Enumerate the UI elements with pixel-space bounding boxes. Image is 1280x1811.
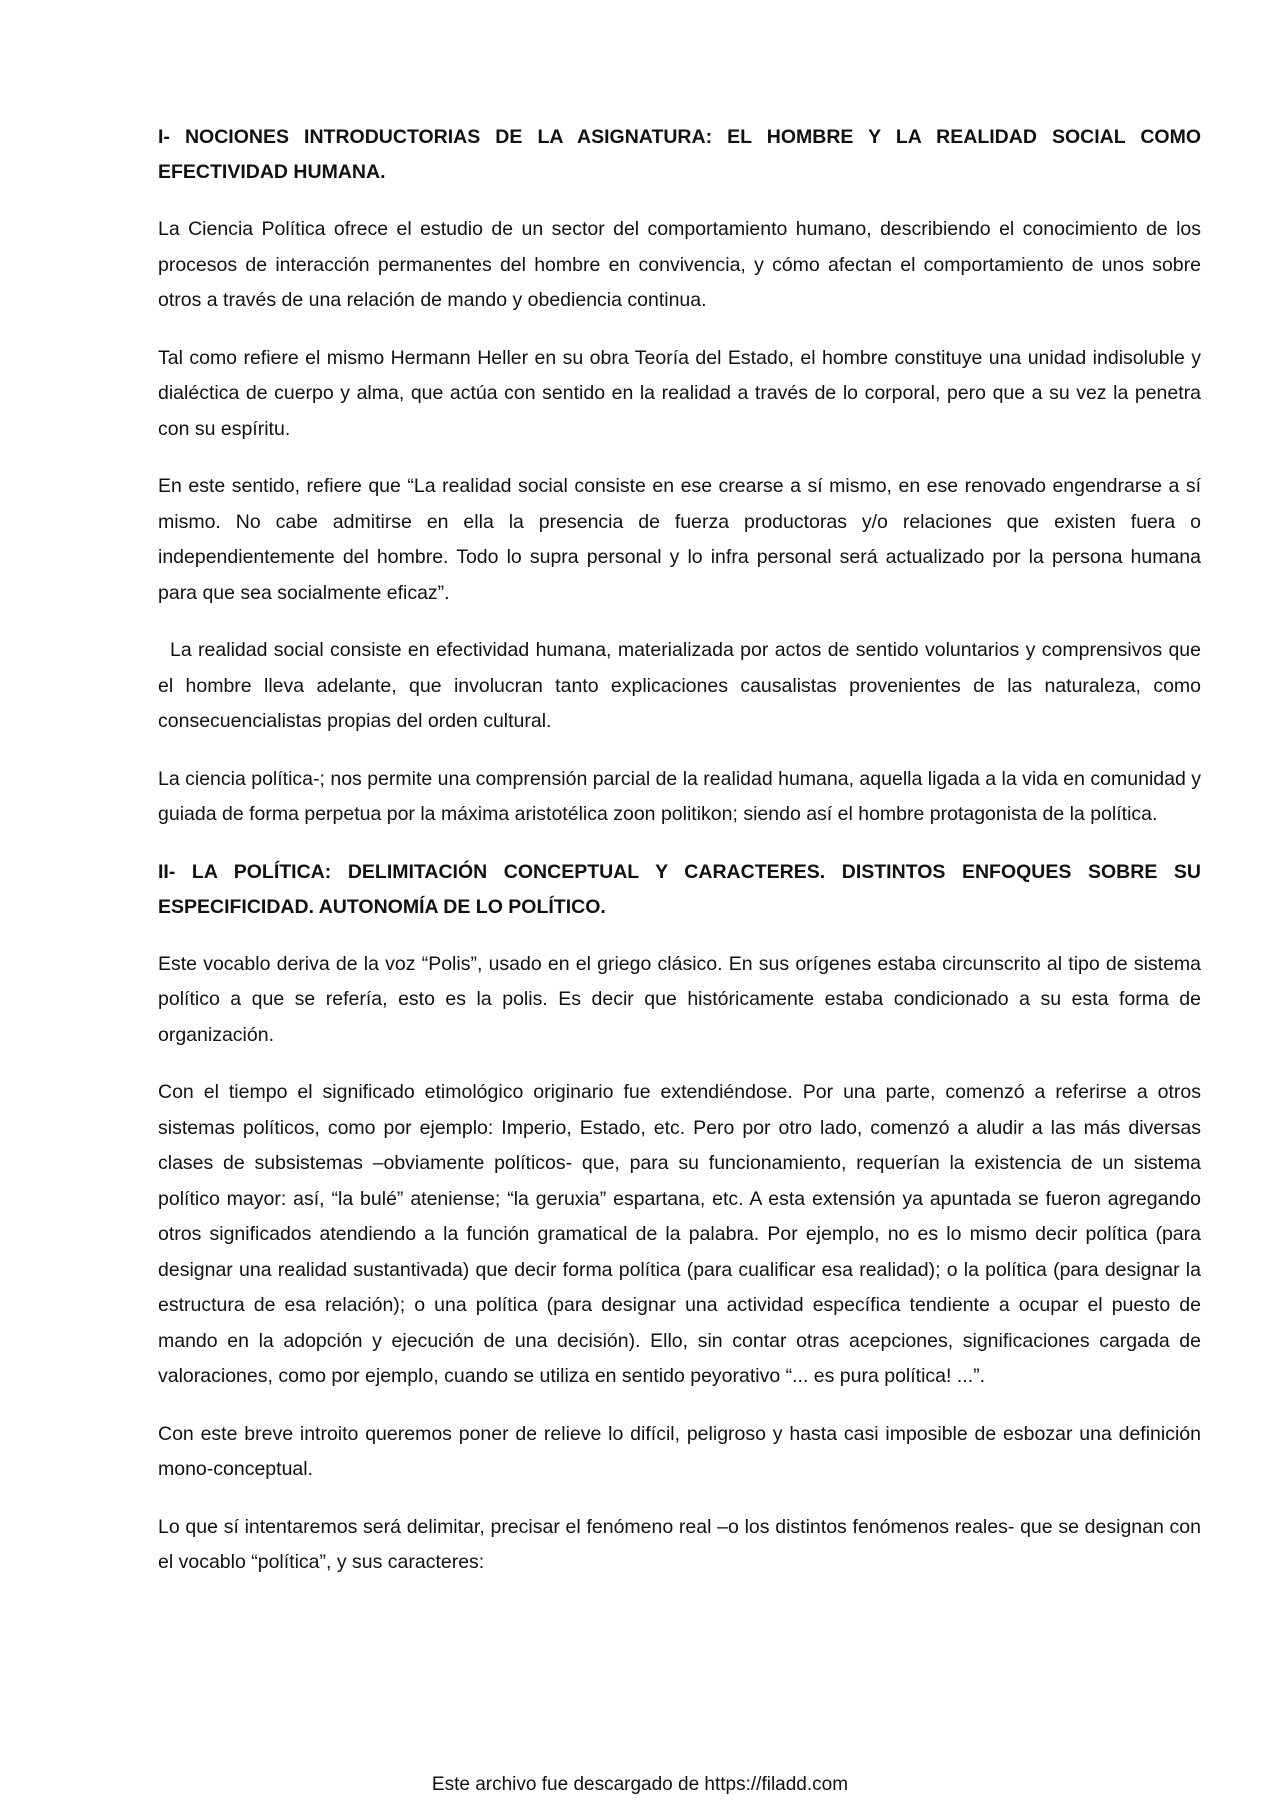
paragraph: Tal como refiere el mismo Hermann Heller en su obra Teoría del Estado, el hombre constituye una unidad indisoluble y dialéctica de cuerpo y alma, que actúa con sentido en la realidad a través de lo corporal, pero que a su vez la penetra con su espíritu. bbox=[158, 346, 1201, 440]
section-heading: I- NOCIONES INTRODUCTORIAS DE LA ASIGNATURA: EL HOMBRE Y LA REALIDAD SOCIAL COMO EFECTIVIDAD HUMANA. bbox=[158, 126, 1201, 183]
paragraph: Con este breve introito queremos poner de relieve lo difícil, peligroso y hasta casi imposible de esbozar una definición mono-conceptual. bbox=[158, 1422, 1201, 1480]
paragraph: Con el tiempo el significado etimológico originario fue extendiéndose. Por una parte, comenzó a referirse a otros sistemas políticos, como por ejemplo: Imperio, Estado, etc. Pero por otro lado, comenzó a aludir a las más diversas clases de subsistemas –obviamente políticos- que, para su funcionamiento, requerían la existencia de un sistema político mayor: así, “la bulé” ateniense; “la geruxia” espartana, etc. A esta extensión ya apuntada se fueron agregando otros significados atendiendo a la función gramatical de la palabra. Por ejemplo, no es lo mismo decir política (para designar una realidad sustantivada) que decir forma política (para cualificar esa realidad); o la política (para designar la estructura de esa relación); o una política (para designar una actividad específica tendiente a ocupar el puesto de mando en la adopción y ejecución de una decisión). Ello, sin contar otras acepciones, significaciones cargada de valoraciones, como por ejemplo, cuando se utiliza en sentido peyorativo “... es pura política! ...”. bbox=[158, 1081, 1201, 1387]
paragraph: La realidad social consiste en efectividad humana, materializada por actos de sentido voluntarios y comprensivos que el hombre lleva adelante, que involucran tanto explicaciones causalistas provenientes de las naturaleza, como consecuencialistas propias del orden cultural. bbox=[158, 639, 1201, 732]
paragraph: La Ciencia Política ofrece el estudio de un sector del comportamiento humano, describiendo el conocimiento de los procesos de interacción permanentes del hombre en convivencia, y cómo afectan el comportamiento de unos sobre otros a través de una relación de mando y obediencia continua. bbox=[158, 218, 1201, 311]
paragraph: La ciencia política-; nos permite una comprensión parcial de la realidad humana, aquella ligada a la vida en comunidad y guiada de forma perpetua por la máxima aristotélica zoon politikon; siendo así el hombre protagonista de la política. bbox=[158, 767, 1201, 825]
section-1 bbox=[158, 120, 1201, 833]
section-heading: II- LA POLÍTICA: DELIMITACIÓN CONCEPTUAL Y CARACTERES. DISTINTOS ENFOQUES SOBRE SU ESPECIFICIDAD. AUTONOMÍA DE LO POLÍTICO. bbox=[158, 860, 1201, 918]
document-page bbox=[158, 120, 1201, 1603]
paragraph: En este sentido, refiere que “La realidad social consiste en ese crearse a sí mismo, en ese renovado engendrarse a sí mismo. No cabe admitirse en ella la presencia de fuerza productoras y/o relaciones que existen fuera o independientemente del hombre. Todo lo supra personal y lo infra personal será actualizado por la persona humana para que sea socialmente eficaz”. bbox=[158, 475, 1201, 604]
paragraph: Lo que sí intentaremos será delimitar, precisar el fenómeno real –o los distintos fenómenos reales- que se designan con el vocablo “política”, y sus caracteres: bbox=[158, 1515, 1201, 1573]
download-footer: Este archivo fue descargado de https://filadd.com bbox=[431, 1774, 849, 1795]
paragraph: Este vocablo deriva de la voz “Polis”, usado en el griego clásico. En sus orígenes estaba circunscrito al tipo de sistema político a que se refería, esto es la polis. Es decir que históricamente estaba condicionado a su esta forma de organización. bbox=[158, 952, 1201, 1046]
section-2 bbox=[158, 855, 1201, 1581]
